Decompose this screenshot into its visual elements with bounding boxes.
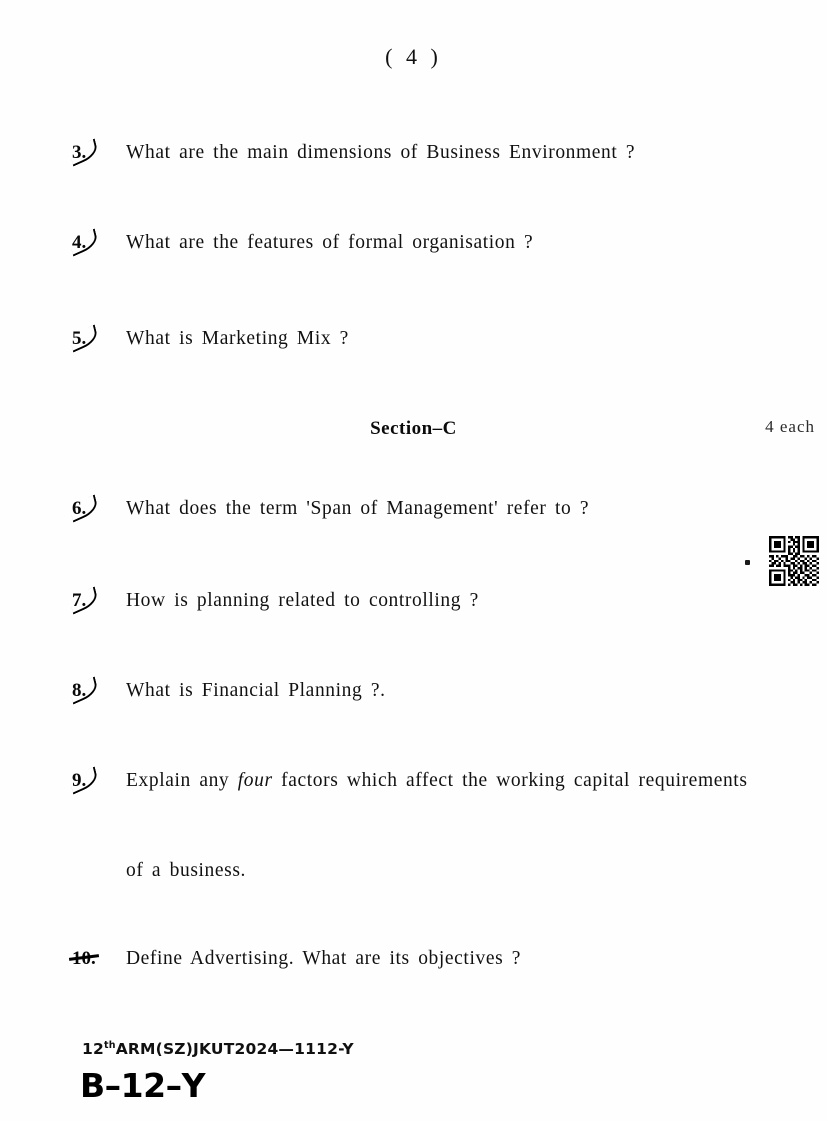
question-item bbox=[72, 232, 802, 254]
marks-note: 4 each bbox=[765, 417, 815, 436]
question-text: What is Financial Planning ?. bbox=[126, 680, 386, 701]
question-number: 9. bbox=[72, 770, 126, 792]
question-number: 7. bbox=[72, 590, 126, 612]
question-number: 10. bbox=[72, 948, 126, 970]
question-item bbox=[72, 590, 802, 612]
question-text: Define Advertising. What are its objectives ? bbox=[126, 948, 521, 969]
question-text: What are the features of formal organisation ? bbox=[126, 232, 534, 253]
question-number: 6. bbox=[72, 498, 126, 520]
question-item bbox=[72, 770, 802, 792]
qr-code bbox=[769, 536, 819, 586]
ink-speck bbox=[745, 560, 750, 565]
question-text: How is planning related to controlling ? bbox=[126, 590, 479, 611]
question-text-part: factors which affect the working capital requirements bbox=[272, 770, 748, 791]
question-number: 5. bbox=[72, 328, 126, 350]
question-number: 3. bbox=[72, 142, 126, 164]
question-text: What is Marketing Mix ? bbox=[126, 328, 349, 349]
footer-code-suffix: ARM(SZ)JKUT2024—1112-Y bbox=[115, 1040, 354, 1059]
question-text: What are the main dimensions of Business Environment ? bbox=[126, 142, 636, 163]
question-text: What does the term 'Span of Management' refer to ? bbox=[126, 498, 590, 519]
footer-code-superscript: th bbox=[103, 1040, 116, 1051]
question-item bbox=[72, 328, 802, 350]
footer-paper-code-line bbox=[82, 1040, 354, 1058]
question-item bbox=[72, 142, 802, 164]
question-continuation: of a business. bbox=[126, 860, 247, 881]
question-number: 4. bbox=[72, 232, 126, 254]
question-item bbox=[72, 498, 802, 520]
qr-code-image bbox=[769, 536, 819, 586]
question-item bbox=[72, 680, 802, 702]
footer-code-prefix: 12 bbox=[82, 1040, 104, 1059]
question-text-italic: four bbox=[237, 770, 273, 791]
question-item bbox=[72, 948, 802, 970]
section-heading: Section–C bbox=[370, 418, 457, 439]
question-number: 8. bbox=[72, 680, 126, 702]
page-number: ( 4 ) bbox=[385, 44, 442, 69]
question-text-part: Explain any bbox=[126, 770, 238, 791]
question-text bbox=[126, 770, 748, 792]
paper-code: B–12–Y bbox=[80, 1066, 205, 1105]
